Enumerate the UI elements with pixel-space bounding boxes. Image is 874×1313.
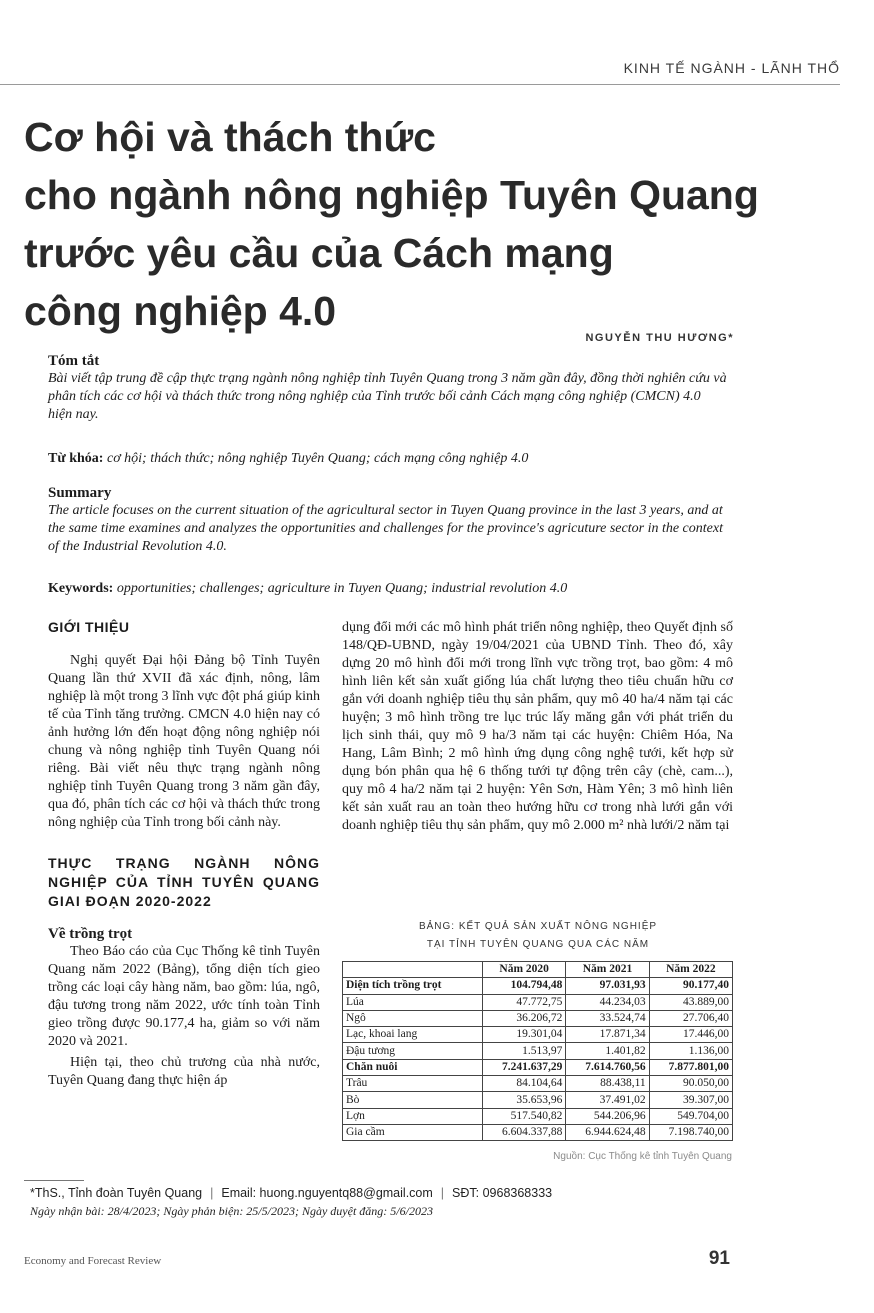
table-cell: 7.241.637,29	[483, 1059, 566, 1075]
keywords-en-label: Keywords:	[48, 581, 114, 596]
table-row-label: Gia cầm	[343, 1124, 483, 1140]
abstract-en-heading: Summary	[48, 485, 112, 501]
table-row-label: Đậu tương	[343, 1043, 483, 1059]
table-cell: 90.177,40	[649, 978, 732, 994]
abstract-vi-heading: Tóm tắt	[48, 353, 100, 369]
table-row-label: Bò	[343, 1092, 483, 1108]
table-row	[343, 1124, 733, 1140]
author-name: NGUYỄN THU HƯƠNG*	[585, 332, 734, 344]
table-cell: 88.438,11	[566, 1076, 649, 1092]
table-row	[343, 1010, 733, 1026]
table-cell: 27.706,40	[649, 1010, 732, 1026]
table-cell: 97.031,93	[566, 978, 649, 994]
table-cell: 43.889,00	[649, 994, 732, 1010]
table-cell: 7.614.760,56	[566, 1059, 649, 1075]
footnote-affiliation: *ThS., Tỉnh đoàn Tuyên Quang	[30, 1186, 203, 1200]
title-line: cho ngành nông nghiệp Tuyên Quang	[24, 172, 759, 218]
table-title-line: BẢNG: KẾT QUẢ SẢN XUẤT NÔNG NGHIỆP	[418, 921, 658, 932]
abstract-vi-text: Bài viết tập trung đề cập thực trạng ngành nông nghiệp tỉnh Tuyên Quang trong 3 năm gần đây, đồng thời nghiên cứu và phân tích các cơ hội và thách thức trong nông nghiệp của Tỉnh trước bối cảnh Cách mạng công nghiệp (CMCN) 4.0 hiện nay.	[48, 371, 727, 422]
abstract-vi	[48, 352, 728, 424]
intro-heading: GIỚI THIỆU	[48, 619, 130, 635]
table-cell: 39.307,00	[649, 1092, 732, 1108]
table-row-label: Lạc, khoai lang	[343, 1027, 483, 1043]
table-row	[343, 1059, 733, 1075]
table-row	[343, 994, 733, 1010]
table-row-label: Diện tích trồng trọt	[343, 978, 483, 994]
table-title-line: TẠI TỈNH TUYÊN QUANG QUA CÁC NĂM	[426, 939, 650, 950]
article-title	[24, 108, 764, 340]
table-row-label: Ngô	[343, 1010, 483, 1026]
section2-subheading: Về trồng trọt	[48, 926, 133, 942]
header-rule	[0, 84, 840, 85]
abstract-en-text: The article focuses on the current situation of the agricultural sector in Tuyen Quang province in the last 3 years, and at the same time examines and analyzes the opportunities and challenges for the province's agricuture sector in the context of the Industrial Revolution 4.0.	[48, 503, 723, 554]
table-row	[343, 1043, 733, 1059]
left-column	[48, 618, 320, 1090]
section-tag: KINH TẾ NGÀNH - LÃNH THỔ	[623, 60, 840, 76]
title-line: Cơ hội và thách thức	[24, 114, 436, 160]
table-cell: 84.104,64	[483, 1076, 566, 1092]
table-row	[343, 1027, 733, 1043]
footnote-rule	[24, 1180, 84, 1181]
table-header-cell	[343, 962, 483, 978]
table-cell: 104.794,48	[483, 978, 566, 994]
section2-paragraph: Theo Báo cáo của Cục Thống kê tỉnh Tuyên Quang năm 2022 (Bảng), tổng diện tích gieo trồng các loại cây hàng năm, bao gồm: lúa, ngô, đậu tương trong năm 2022, ước tính toàn Tỉnh gieo trồng được 90.177,4 ha, giảm so với năm 2020 và 2021.	[48, 944, 320, 1049]
table-cell: 6.944.624,48	[566, 1124, 649, 1140]
table-cell: 33.524,74	[566, 1010, 649, 1026]
table-cell: 19.301,04	[483, 1027, 566, 1043]
section2-paragraph: Hiện tại, theo chủ trương của nhà nước, Tuyên Quang đang thực hiện áp	[48, 1055, 320, 1088]
right-column-paragraph: dụng đổi mới các mô hình phát triển nông nghiệp, theo Quyết định số 148/QĐ-UBND, ngày 19/04/2021 của UBND Tỉnh. Theo đó, xây dựng 20 mô hình đổi mới trong lĩnh vực trồng trọt, bao gồm: 4 mô hình liên kết sản xuất giống lúa chất lượng theo tiêu chuẩn hữu cơ gắn với doanh nghiệp tiêu thụ sản phẩm, quy mô 40 ha/4 năm tại các huyện; 3 mô hình trồng tre lục trúc lấy măng gắn với phát triển du lịch sinh thái, quy mô 9 ha/3 năm tại các huyện: Chiêm Hóa, Na Hang, Lâm Bình; 2 mô hình ứng dụng công nghệ tưới, kết hợp sử dụng bón phân qua hệ 6 thống tưới tự động trên cây (chè, cam...), quy mô 4 ha/2 năm tại 2 huyện: Yên Sơn, Hàm Yên; 3 mô hình liên kết sản xuất rau an toàn theo hướng hữu cơ trong nhà lưới gắn với doanh nghiệp tiêu thụ sản phẩm, quy mô 2.000 m² nhà lưới/2 năm tại	[342, 620, 733, 833]
table-row-label: Lợn	[343, 1108, 483, 1124]
table-source: Nguồn: Cục Thống kê tỉnh Tuyên Quang	[553, 1151, 732, 1162]
footnote-dates: Ngày nhận bài: 28/4/2023; Ngày phản biện: 25/5/2023; Ngày duyệt đăng: 5/6/2023	[30, 1204, 433, 1218]
keywords-vi-label: Từ khóa:	[48, 451, 104, 466]
table-row-label: Chăn nuôi	[343, 1059, 483, 1075]
table-cell: 1.136,00	[649, 1043, 732, 1059]
table-header-cell: Năm 2020	[483, 962, 566, 978]
abstract-en	[48, 484, 728, 556]
table-row	[343, 1092, 733, 1108]
table-cell: 549.704,00	[649, 1108, 732, 1124]
table-cell: 35.653,96	[483, 1092, 566, 1108]
table-cell: 47.772,75	[483, 994, 566, 1010]
journal-name: Economy and Forecast Review	[24, 1255, 162, 1267]
table-header-cell: Năm 2022	[649, 962, 732, 978]
table-cell: 17.871,34	[566, 1027, 649, 1043]
section2-heading: THỰC TRẠNG NGÀNH NÔNG NGHIỆP CỦA TỈNH TUYÊN QUANG GIAI ĐOẠN 2020-2022	[48, 855, 320, 909]
table-row	[343, 978, 733, 994]
footnote-contact: *ThS., Tỉnh đoàn Tuyên Quang | Email: huong.nguyentq88@gmail.com | SĐT: 0968368333	[30, 1186, 553, 1200]
table-cell: 44.234,03	[566, 994, 649, 1010]
table-row	[343, 1076, 733, 1092]
keywords-vi-text: cơ hội; thách thức; nông nghiệp Tuyên Quang; cách mạng công nghiệp 4.0	[106, 451, 529, 466]
title-line: trước yêu cầu của Cách mạng	[24, 230, 614, 276]
footnote-email: Email: huong.nguyentq88@gmail.com	[221, 1186, 433, 1200]
table-cell: 6.604.337,88	[483, 1124, 566, 1140]
table-cell: 36.206,72	[483, 1010, 566, 1026]
table-row-label: Trâu	[343, 1076, 483, 1092]
production-table	[342, 961, 733, 1141]
table-cell: 1.513,97	[483, 1043, 566, 1059]
table-row-label: Lúa	[343, 994, 483, 1010]
page-number: 91	[708, 1248, 730, 1269]
table-cell: 7.198.740,00	[649, 1124, 732, 1140]
table-row	[343, 1108, 733, 1124]
keywords-en	[48, 580, 728, 598]
table-header-row	[343, 962, 733, 978]
table-cell: 90.050,00	[649, 1076, 732, 1092]
intro-paragraph: Nghị quyết Đại hội Đảng bộ Tỉnh Tuyên Quang lần thứ XVII đã xác định, nông, lâm nghiệp là một trong 3 lĩnh vực đột phá giúp kinh tế của Tỉnh tăng trưởng. CMCN 4.0 hiện nay có ảnh hưởng lớn đến hoạt động nông nghiệp nói chung và nông nghiệp tỉnh Tuyên Quang nói riêng. Bài viết nêu thực trạng ngành nông nghiệp tỉnh Tuyên Quang trong 3 năm gần đây, qua đó, phân tích các cơ hội và thách thức trong nông nghiệp của Tỉnh trong bối cảnh này.	[48, 653, 321, 830]
table-cell: 17.446,00	[649, 1027, 732, 1043]
keywords-en-text: opportunities; challenges; agriculture in Tuyen Quang; industrial revolution 4.0	[116, 581, 568, 596]
footnote-phone: SĐT: 0968368333	[452, 1186, 553, 1200]
table-title	[342, 918, 734, 954]
title-line: công nghiệp 4.0	[24, 288, 337, 334]
table-header-cell: Năm 2021	[566, 962, 649, 978]
table-cell: 7.877.801,00	[649, 1059, 732, 1075]
keywords-vi	[48, 450, 728, 468]
table-cell: 37.491,02	[566, 1092, 649, 1108]
right-column	[342, 619, 733, 835]
table-cell: 517.540,82	[483, 1108, 566, 1124]
table-cell: 1.401,82	[566, 1043, 649, 1059]
table-cell: 544.206,96	[566, 1108, 649, 1124]
